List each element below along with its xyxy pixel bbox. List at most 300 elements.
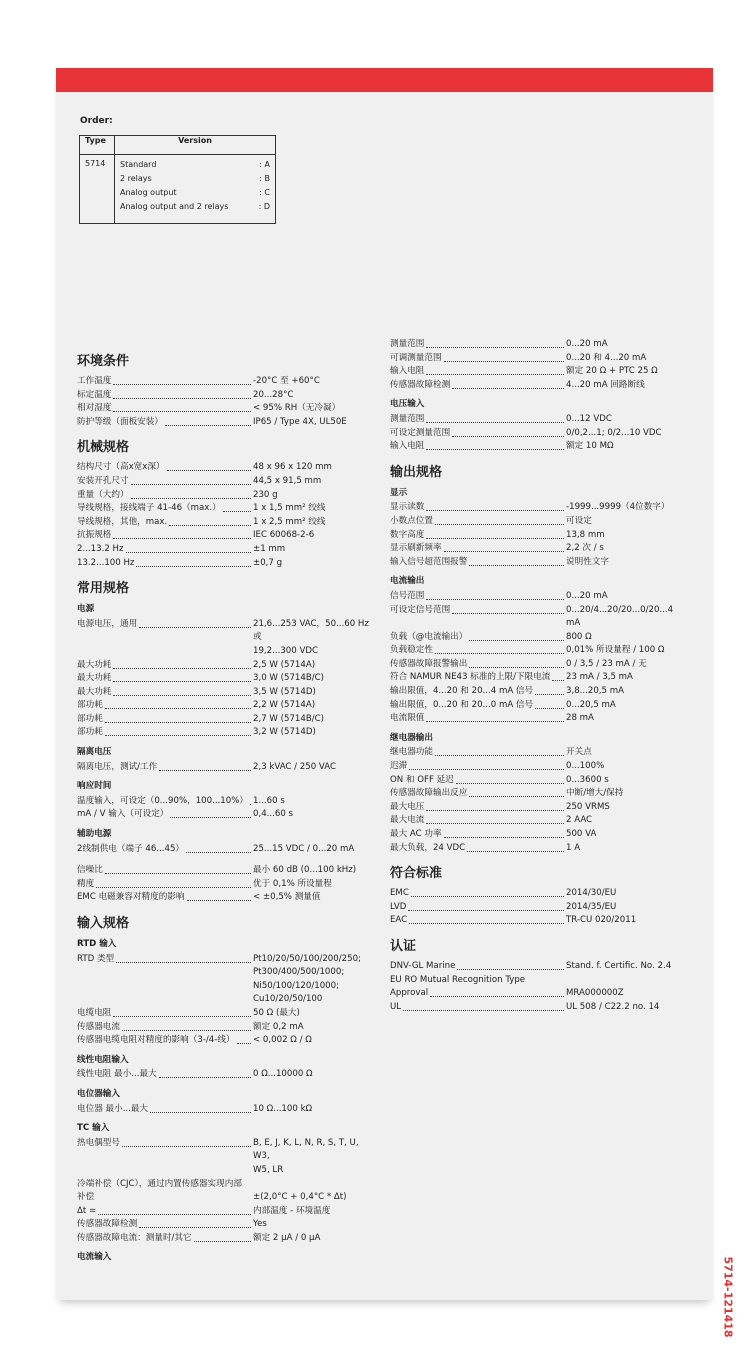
subsection-heading: 电压输入 [390, 399, 425, 410]
version-row [120, 158, 270, 172]
leader-dots [223, 502, 251, 512]
spec-label-text: 传感器故障报警输出 [390, 658, 468, 669]
leader-dots [426, 413, 564, 423]
leader-dots [113, 1007, 251, 1017]
leader-dots [426, 501, 564, 511]
spec-label [77, 891, 253, 905]
spec-label [390, 699, 566, 713]
spec-row [390, 529, 690, 543]
spec-value: 25...15 VDC / 0...20 mA [253, 843, 355, 854]
spec-label [77, 618, 253, 632]
subsection-heading: 电位器输入 [77, 1088, 120, 1099]
spec-value: 23 mA / 3,5 mA [566, 672, 633, 683]
spec-label-text: 部功耗 [77, 700, 103, 711]
spec-row [77, 891, 377, 905]
type-cell: 5714 [80, 155, 115, 224]
spec-value: ±0,7 g [253, 557, 283, 568]
spec-value: IP65 / Type 4X, UL50E [253, 416, 347, 427]
spec-row [77, 686, 377, 700]
spec-label [390, 352, 566, 366]
spec-label [390, 379, 566, 393]
spec-label [390, 365, 566, 379]
spec-row [390, 604, 690, 631]
spec-row [77, 475, 377, 489]
spec-row [77, 878, 377, 892]
spec-label-text: 可设定测量范围 [390, 427, 451, 438]
section-heading: 符合标准 [390, 866, 443, 882]
spec-row [390, 960, 690, 974]
spec-value: 0...3600 s [566, 774, 609, 785]
spec-value: 内部温度 - 环境温度 [253, 1205, 331, 1216]
leader-dots [122, 1137, 251, 1147]
spec-label-text: 测量范围 [390, 413, 425, 424]
spec-row [77, 1068, 377, 1082]
spec-value: 0...20 mA [566, 590, 608, 601]
leader-dots [96, 878, 251, 888]
spec-row [77, 557, 377, 571]
spec-label-text: 抗振规格 [77, 530, 112, 541]
spec-row [390, 556, 690, 570]
spec-value: 1 A [566, 842, 581, 853]
spec-value: 说明性文字 [566, 556, 609, 567]
spec-column-right [390, 338, 690, 1014]
spec-value: 0...20 mA [566, 339, 608, 349]
spec-value: < 0,002 Ω / Ω [253, 1035, 312, 1046]
leader-dots [186, 843, 251, 853]
spec-value: 500 VA [566, 829, 597, 839]
spec-value: < ±0,5% 测量值 [253, 892, 321, 903]
leader-dots [113, 375, 251, 385]
spec-label-text: 安装开孔尺寸 [77, 475, 129, 486]
spec-value: Stand. f. Certific. No. 2.4 [566, 960, 672, 971]
spec-value: -20°C 至 +60°C [253, 376, 320, 386]
spec-row [77, 1021, 377, 1035]
spec-label [390, 760, 566, 774]
spec-label-text: 显示刷新频率 [390, 543, 442, 554]
spec-row [77, 1218, 377, 1232]
leader-dots [113, 659, 251, 669]
spec-label [390, 604, 566, 618]
leader-dots [426, 801, 564, 811]
spec-row [390, 814, 690, 828]
spec-row [390, 352, 690, 366]
leader-dots [113, 402, 251, 412]
spec-row [390, 631, 690, 645]
spec-label-text: 输入信号超范围报警 [390, 556, 468, 567]
spec-label-text: 2...13.2 Hz [77, 543, 124, 554]
subsection-heading: 隔离电压 [77, 747, 112, 758]
spec-label-text: 数字高度 [390, 529, 425, 540]
spec-value: 2,2 次 / s [566, 543, 604, 554]
spec-row [390, 590, 690, 604]
spec-label [77, 659, 253, 673]
spec-row [390, 1001, 690, 1015]
header-red-bar [56, 68, 713, 92]
spec-row [390, 427, 690, 441]
spec-row [390, 887, 690, 901]
spec-label-text: 迟滞 [390, 761, 408, 772]
leader-dots [169, 516, 251, 526]
section-heading: 机械规格 [77, 440, 130, 456]
spec-row [77, 489, 377, 503]
spec-column-left [77, 343, 377, 1266]
leader-dots [98, 1205, 251, 1215]
subsection-heading: 线性电阻输入 [77, 1054, 129, 1065]
leader-dots [444, 828, 564, 838]
spec-label-text: EAC [390, 915, 408, 926]
spec-label-text: 继电器功能 [390, 747, 433, 758]
spec-value: 21,6...253 VAC，50...60 Hz 或 19,2...300 VDC [253, 618, 369, 656]
spec-value: 0...20/4...20/20...0/20...4 mA [566, 604, 674, 629]
spec-label [77, 953, 253, 967]
spec-label [77, 726, 253, 740]
spec-label [77, 761, 253, 775]
spec-label [77, 475, 253, 489]
leader-dots [409, 760, 564, 770]
spec-value: 3,8...20,5 mA [566, 686, 624, 697]
leader-dots [452, 604, 564, 614]
spec-label [77, 1137, 253, 1151]
spec-row [390, 801, 690, 815]
spec-label-text: LVD [390, 901, 407, 912]
spec-label [77, 672, 253, 686]
spec-label [390, 440, 566, 454]
spec-value: 13,8 mm [566, 529, 605, 540]
leader-dots [452, 427, 564, 437]
spec-label [77, 686, 253, 700]
spec-value: 中断/增大/保持 [566, 788, 624, 799]
spec-label-text: ON 和 OFF 延迟 [390, 774, 454, 785]
leader-dots [467, 842, 564, 852]
spec-row [77, 1034, 377, 1048]
spec-row [77, 699, 377, 713]
version-code: : D [258, 202, 270, 211]
spec-value: 2,7 W (5714B/C) [253, 713, 324, 724]
leader-dots [469, 787, 564, 797]
spec-label [77, 516, 253, 530]
document-code-text: 5714-121418 [721, 1256, 735, 1338]
spec-label [77, 795, 253, 809]
spec-label [77, 1068, 253, 1082]
spec-label-text: 可调测量范围 [390, 352, 442, 363]
leader-dots [139, 1218, 251, 1228]
spec-value: Pt10/20/50/100/200/250; Pt300/400/500/1000; Ni50/100/120/1000; Cu10/20/50/100 [253, 953, 361, 1005]
spec-label-text: 部功耗 [77, 727, 103, 738]
version-code: : A [259, 160, 270, 169]
section-heading: 环境条件 [77, 354, 130, 369]
spec-row [77, 543, 377, 557]
spec-label [77, 1103, 253, 1117]
spec-label-text: Approval [390, 988, 429, 999]
leader-dots [435, 746, 564, 756]
spec-label-text: 传感器故障检测 [77, 1219, 138, 1230]
spec-label [77, 543, 253, 557]
spec-label-text: 热电偶型号 [77, 1137, 120, 1148]
leader-dots [444, 352, 564, 362]
document-code [716, 1250, 740, 1344]
leader-dots [116, 953, 251, 963]
spec-value: 28 mA [566, 713, 594, 724]
spec-label-text: 传感器故障输出反应 [390, 788, 468, 799]
spec-value: TR-CU 020/2011 [566, 915, 637, 926]
spec-value: 48 x 96 x 120 mm [253, 462, 332, 473]
spec-value: < 95% RH（无冷凝） [253, 403, 341, 414]
leader-dots [535, 699, 564, 709]
spec-row [77, 795, 377, 809]
spec-value: 3,5 W (5714D) [253, 686, 316, 697]
version-row [120, 200, 270, 214]
spec-label-text: 输入电阻 [390, 441, 425, 452]
leader-dots [105, 726, 251, 736]
leader-dots [113, 672, 251, 682]
spec-value: 800 Ω [566, 631, 592, 642]
spec-value: 2014/30/EU [566, 888, 617, 899]
leader-dots [165, 416, 251, 426]
spec-value: 2 AAC [566, 815, 593, 826]
spec-label-text: 电位器 最小...最大 [77, 1103, 149, 1114]
spec-label [77, 713, 253, 727]
spec-label-text: 重量（大约） [77, 489, 129, 500]
spec-label [390, 814, 566, 828]
spec-label-text: 电源电压，通用 [77, 618, 138, 629]
spec-row [77, 529, 377, 543]
spec-label-text: 补偿 [77, 1192, 95, 1203]
spec-label-text: 隔离电压，测试/工作 [77, 761, 158, 772]
spec-row [390, 671, 690, 685]
spec-label-text: 最大电流 [390, 815, 425, 826]
spacer [77, 856, 377, 864]
spec-label [77, 402, 253, 416]
spec-label-text: 负载稳定性 [390, 645, 433, 656]
spec-row [77, 843, 377, 857]
spec-label-text: 小数点位置 [390, 515, 433, 526]
spec-label-text: 可设定信号范围 [390, 604, 451, 615]
leader-dots [250, 795, 251, 805]
spec-label [390, 746, 566, 760]
spec-label [390, 501, 566, 515]
spec-value: 2014/35/EU [566, 901, 617, 912]
spec-label-text: 符合 NAMUR NE43 标准的上限/下限电流 [390, 672, 551, 683]
spec-row [77, 461, 377, 475]
leader-dots [426, 365, 564, 375]
leader-dots [535, 685, 564, 695]
spec-label-text: 防护等级（面板安装） [77, 416, 163, 427]
spec-label [77, 557, 253, 571]
leader-dots [113, 686, 251, 696]
order-table [79, 135, 276, 224]
spec-value: 0 Ω...10000 Ω [253, 1069, 313, 1080]
section-heading: 常用规格 [77, 581, 130, 597]
type-header: Type [80, 136, 115, 155]
spec-row [77, 726, 377, 740]
spec-label [390, 590, 566, 604]
spec-label-text: 标定温度 [77, 389, 112, 400]
leader-dots [167, 461, 251, 471]
spec-label-text: 线性电阻 最小...最大 [77, 1069, 157, 1080]
leader-dots [131, 489, 251, 499]
leader-dots [113, 529, 251, 539]
leader-dots [187, 891, 251, 901]
spec-value: 0...20 和 4...20 mA [566, 352, 647, 363]
spec-value: B, E, J, K, L, N, R, S, T, U, W3, W5, LR [253, 1137, 359, 1175]
spec-label [390, 774, 566, 788]
spec-label [390, 631, 566, 645]
spec-label [390, 413, 566, 427]
spec-label-text: 2线制供电（端子 46...45） [77, 843, 185, 854]
spec-row [390, 658, 690, 672]
spec-row [390, 501, 690, 515]
spec-value: ±(2,0°C + 0,4°C * Δt) [253, 1192, 347, 1203]
spec-row [77, 808, 377, 822]
spec-value: 2,2 W (5714A) [253, 700, 316, 711]
spec-value: 1 x 1,5 mm² 绞线 [253, 503, 326, 514]
leader-dots [444, 542, 564, 552]
leader-dots [170, 808, 251, 818]
subsection-heading: 显示 [390, 487, 408, 498]
spec-label [77, 699, 253, 713]
spec-text: EU RO Mutual Recognition Type [390, 974, 526, 985]
leader-dots [237, 1034, 251, 1044]
spec-row [390, 787, 690, 801]
version-row [120, 172, 270, 186]
spec-row [390, 440, 690, 454]
spec-value: 开关点 [566, 747, 592, 758]
leader-dots [131, 475, 251, 485]
leader-dots [126, 543, 251, 553]
spec-label [77, 864, 253, 878]
spec-label [77, 375, 253, 389]
leader-dots [426, 814, 564, 824]
version-label: Analog output and 2 relays [120, 202, 229, 211]
spec-label-text: 导线规格，其他，max. [77, 516, 168, 527]
spec-label-text: UL [390, 1001, 402, 1012]
leader-dots [136, 557, 251, 567]
spec-row [390, 413, 690, 427]
spec-value: 44,5 x 91,5 mm [253, 475, 322, 486]
leader-dots [452, 379, 564, 389]
spec-row [390, 644, 690, 658]
spec-label-text: 最大功耗 [77, 686, 112, 697]
leader-dots [105, 713, 251, 723]
version-code: : C [259, 188, 270, 197]
spec-row [390, 365, 690, 379]
spec-row [390, 712, 690, 726]
leader-dots [457, 960, 564, 970]
spec-label-text: 传感器故障电流：测量时/其它 [77, 1232, 192, 1243]
version-code: : B [259, 174, 270, 183]
leader-dots [403, 1001, 564, 1011]
spec-label [390, 801, 566, 815]
spec-label [77, 1021, 253, 1035]
spec-row [390, 338, 690, 352]
spec-label [390, 901, 566, 915]
spec-value: 1...60 s [253, 795, 285, 806]
spec-label-text: 最大电压 [390, 801, 425, 812]
spec-row [77, 416, 377, 430]
order-title: Order: [80, 116, 113, 126]
spec-value: 0...20,5 mA [566, 699, 616, 710]
spec-label [77, 416, 253, 430]
spec-label-text: 导线规格，接线端子 41-46（max.） [77, 503, 221, 514]
spec-row [77, 1103, 377, 1117]
subsection-heading: 电流输出 [390, 576, 425, 587]
spec-label [390, 914, 566, 928]
leader-dots [408, 901, 564, 911]
spec-label [390, 1001, 566, 1015]
leader-dots [469, 556, 564, 566]
spec-value: 230 g [253, 489, 278, 500]
leader-dots [426, 590, 564, 600]
spec-row [77, 502, 377, 516]
spec-row [390, 685, 690, 699]
spec-row [390, 379, 690, 393]
spec-value: 0/0,2...1; 0/2...10 VDC [566, 427, 662, 438]
version-row [120, 186, 270, 200]
spec-label-text: 传感器电缆电阻对精度的影响（3-/4-线） [77, 1035, 235, 1046]
spec-label-text: 电缆电阻 [77, 1007, 112, 1018]
spec-value: 0,01% 所设量程 / 100 Ω [566, 645, 665, 656]
spec-value: 3,0 W (5714B/C) [253, 673, 324, 684]
spec-label [390, 787, 566, 801]
spec-value: 250 VRMS [566, 801, 610, 812]
spec-label [390, 515, 566, 529]
spec-row [390, 515, 690, 529]
spec-row [77, 713, 377, 727]
leader-dots [435, 515, 564, 525]
spec-label [390, 671, 566, 685]
spec-row [77, 1232, 377, 1246]
spec-label-text: RTD 类型 [77, 953, 115, 964]
spec-label [390, 529, 566, 543]
spec-value: 优于 0,1% 所设量程 [253, 878, 332, 889]
spec-label [77, 389, 253, 403]
leader-dots [194, 1232, 251, 1242]
spec-label-text: 最大负载，24 VDC [390, 842, 466, 853]
spec-row [77, 1007, 377, 1021]
spec-label [77, 843, 253, 857]
spec-value: 额定 10 MΩ [566, 441, 614, 452]
spec-value: UL 508 / C22.2 no. 14 [566, 1001, 660, 1012]
spec-label-text: 最大功耗 [77, 673, 112, 684]
section-heading: 认证 [390, 938, 417, 954]
spec-label-text: EMC 电磁兼容对精度的影响 [77, 892, 185, 903]
spec-label [77, 461, 253, 475]
spec-row [77, 953, 377, 1007]
version-label: 2 relays [120, 174, 152, 183]
spec-label-text: 工作温度 [77, 376, 112, 386]
spec-row [390, 901, 690, 915]
spec-label-text: 相对湿度 [77, 403, 112, 414]
spec-label [390, 887, 566, 901]
spec-label [390, 644, 566, 658]
spec-row [390, 699, 690, 713]
spec-value: 20...28°C [253, 389, 294, 400]
spec-value: 0...100% [566, 761, 605, 772]
spec-value: 4...20 mA 回路断线 [566, 379, 645, 390]
spec-label [390, 427, 566, 441]
subsection-heading: 电源 [77, 604, 95, 615]
spec-label [77, 1218, 253, 1232]
spec-label-text: DNV-GL Marine [390, 960, 456, 971]
leader-dots [430, 987, 564, 997]
spec-label-text: 输出限值，4...20 和 20...4 mA 信号 [390, 686, 534, 697]
spec-label [77, 1191, 253, 1205]
spec-label [390, 556, 566, 570]
spec-value: 1 x 2,5 mm² 绞线 [253, 516, 326, 527]
spec-row [77, 516, 377, 530]
spec-value: 10 Ω...100 kΩ [253, 1103, 313, 1114]
spec-label-text: 信噪比 [77, 865, 103, 876]
